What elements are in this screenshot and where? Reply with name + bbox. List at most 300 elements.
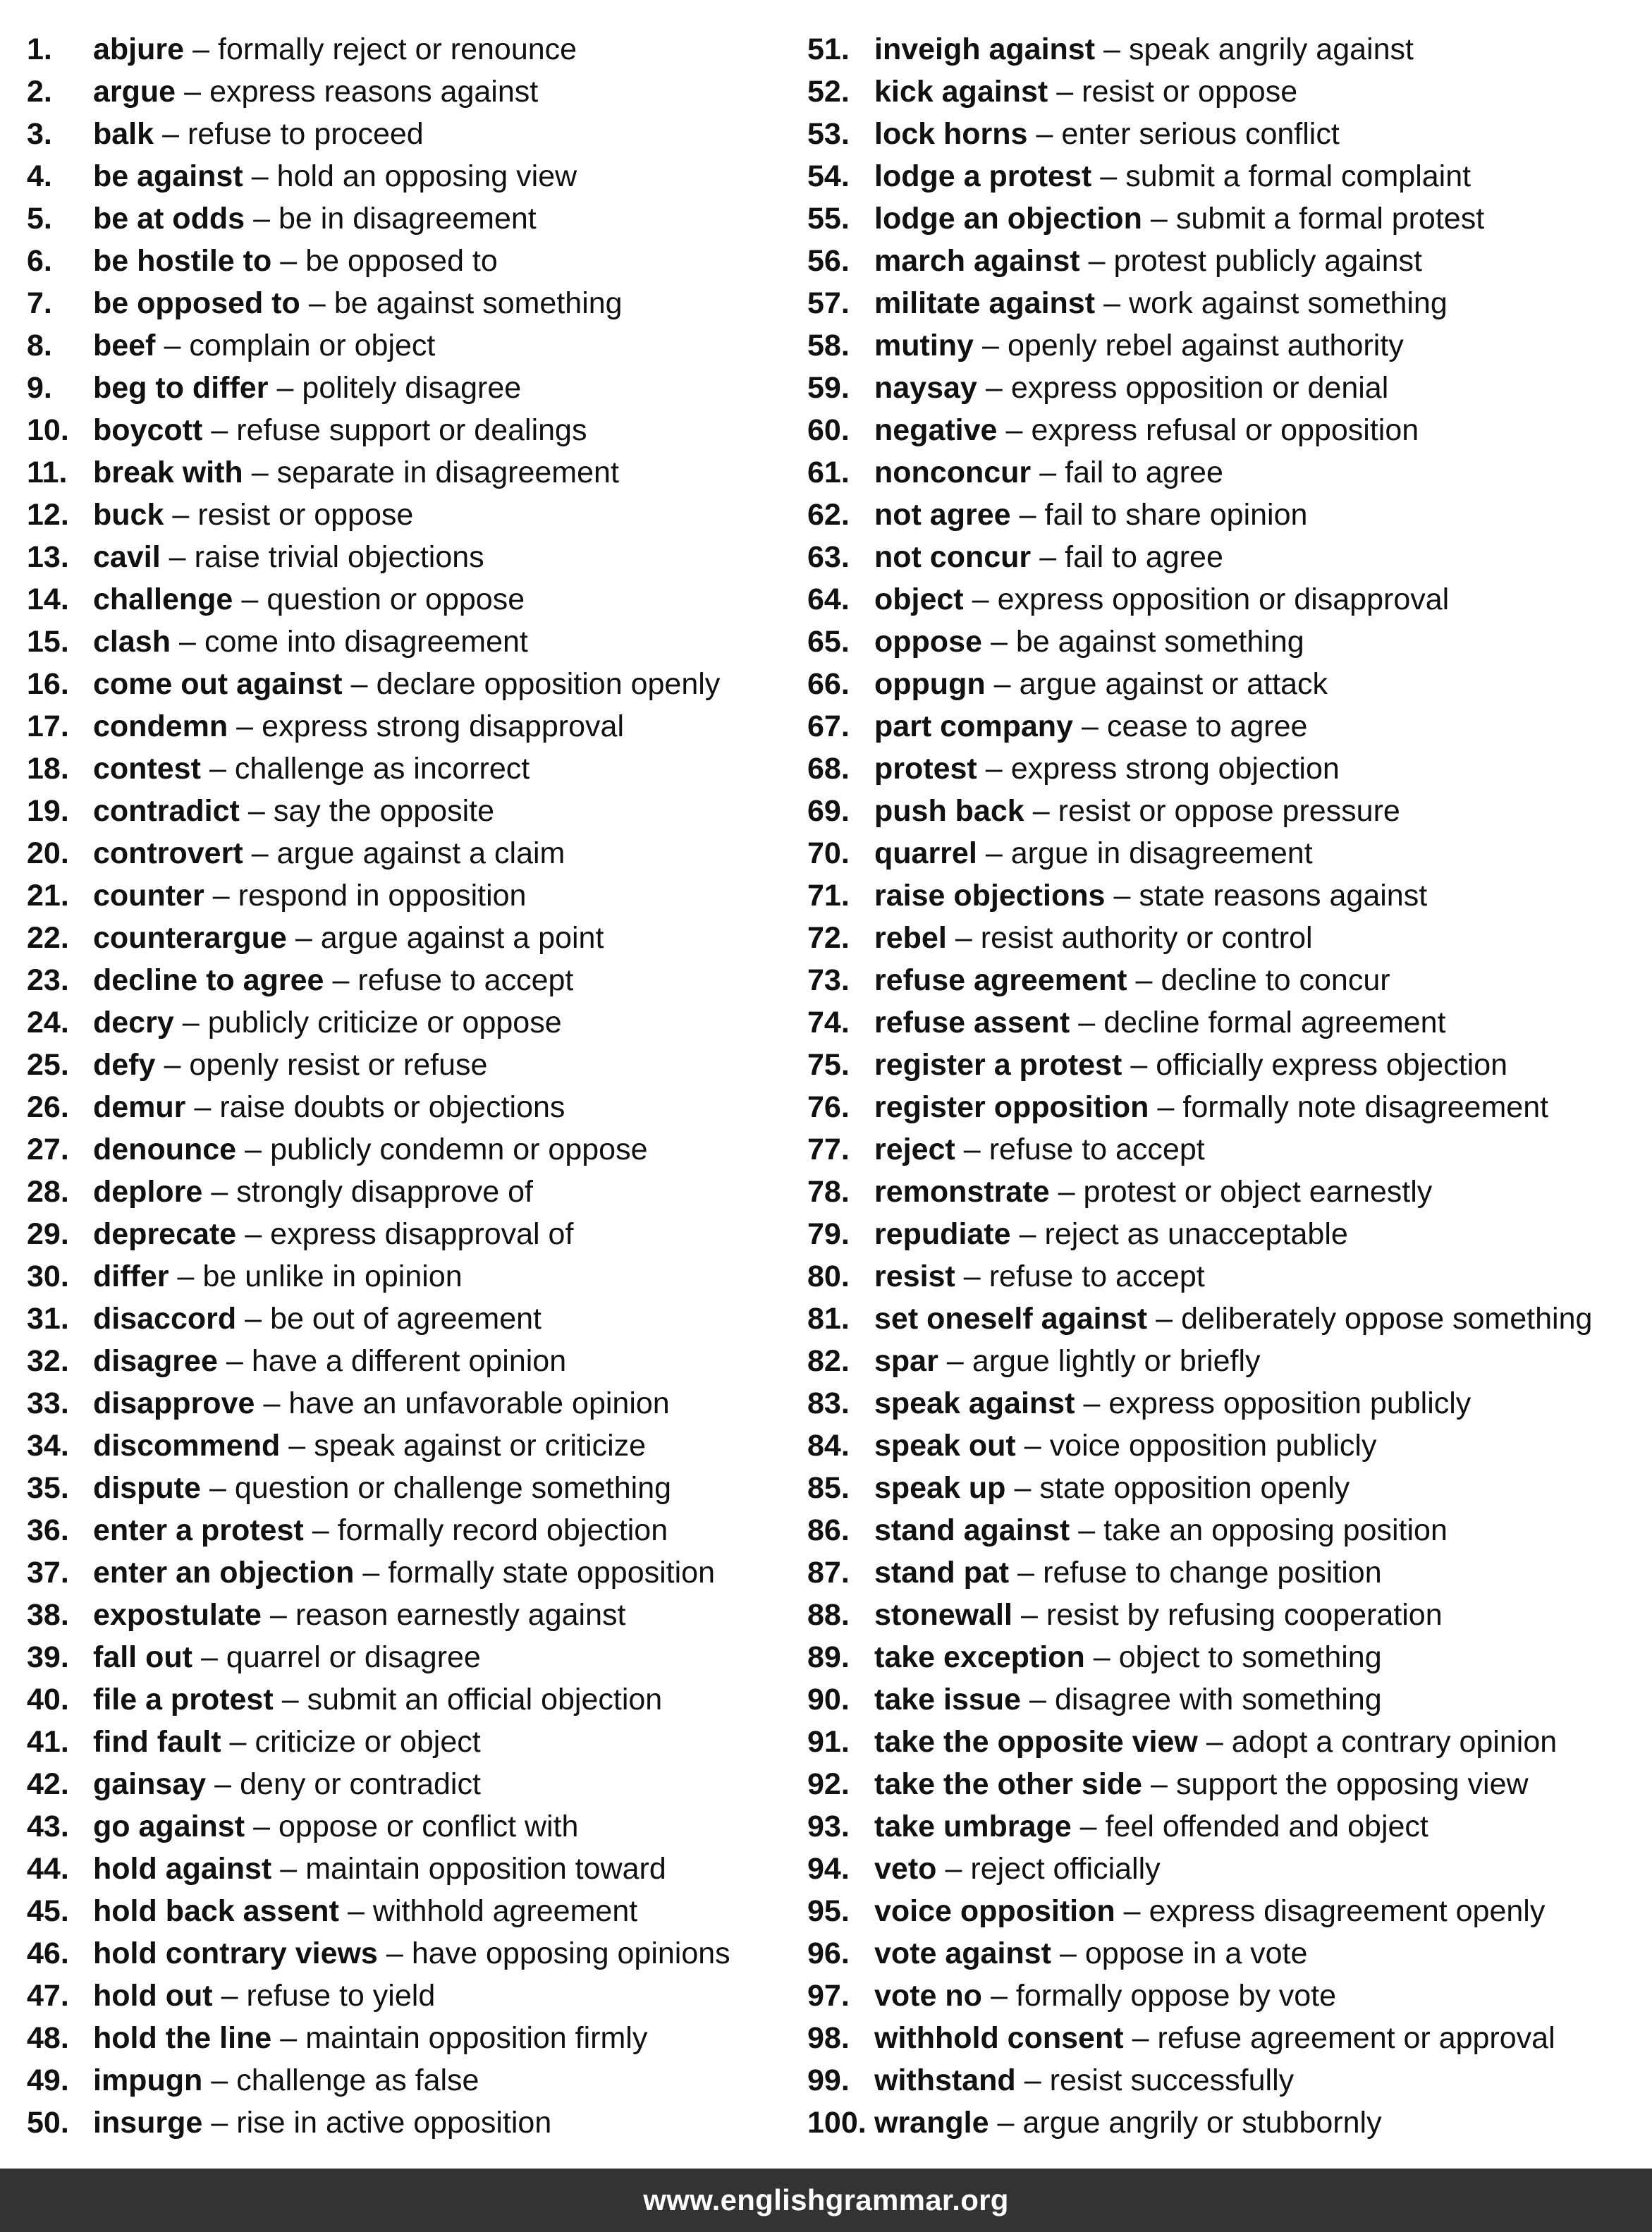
entry-definition: be out of agreement [270, 1302, 542, 1336]
entry-number: 74. [807, 1006, 850, 1039]
list-item [807, 1678, 1646, 1721]
entry-term: stand against [874, 1513, 1070, 1547]
entry-separator: – [295, 921, 312, 955]
entry-definition: openly rebel against authority [1007, 329, 1404, 362]
entry-term: take exception [874, 1640, 1085, 1674]
entry-separator: – [200, 1640, 218, 1674]
list-item [27, 155, 788, 197]
entry-separator: – [221, 1979, 238, 2013]
entry-separator: – [1206, 1725, 1223, 1759]
entry-term: oppose [874, 625, 982, 659]
footer-url: www.englishgrammar.org [643, 2183, 1009, 2216]
list-item [27, 28, 788, 71]
entry-term: stonewall [874, 1598, 1012, 1632]
entry-term: negative [874, 413, 998, 447]
list-item [807, 155, 1646, 197]
entry-term: decry [93, 1006, 174, 1039]
entry-term: militate against [874, 286, 1096, 320]
list-item [27, 451, 788, 494]
entry-separator: – [1005, 413, 1023, 447]
entry-definition: adopt a contrary opinion [1231, 1725, 1558, 1759]
entry-term: inveigh against [874, 32, 1096, 66]
entry-definition: resist by refusing cooperation [1046, 1598, 1443, 1632]
entry-term: beg to differ [93, 371, 269, 405]
list-item [27, 1213, 788, 1255]
entry-separator: – [1039, 540, 1057, 574]
entry-definition: work against something [1129, 286, 1448, 320]
entry-definition: express reasons against [209, 75, 539, 109]
entry-term: cavil [93, 540, 161, 574]
entry-definition: protest or object earnestly [1083, 1175, 1433, 1209]
entry-definition: state opposition openly [1039, 1471, 1350, 1505]
entry-definition: withhold agreement [372, 1894, 638, 1928]
entry-definition: officially express objection [1156, 1048, 1508, 1082]
entry-separator: – [1014, 1471, 1032, 1505]
entry-number: 85. [807, 1471, 850, 1505]
entry-definition: resist or oppose [197, 498, 414, 532]
entry-separator: – [1059, 1937, 1077, 1970]
entry-separator: – [247, 794, 265, 828]
entry-number: 16. [27, 667, 69, 701]
list-item [27, 959, 788, 1001]
entry-definition: disagree with something [1054, 1683, 1382, 1716]
list-item [807, 1128, 1646, 1171]
entry-definition: express opposition or disapproval [997, 583, 1450, 616]
entry-definition: separate in disagreement [276, 456, 619, 489]
list-item [27, 1001, 788, 1044]
entry-separator: – [332, 963, 350, 997]
list-item [27, 748, 788, 790]
entry-separator: – [955, 921, 972, 955]
list-item [807, 2102, 1646, 2144]
entry-definition: have a different opinion [251, 1344, 567, 1378]
entry-term: deprecate [93, 1217, 237, 1251]
list-item [27, 2102, 788, 2144]
list-item [807, 959, 1646, 1001]
entry-definition: say the opposite [273, 794, 495, 828]
list-item [27, 1382, 788, 1425]
entry-definition: strongly disapprove of [236, 1175, 533, 1209]
list-item [27, 494, 788, 536]
entry-definition: refuse to accept [989, 1133, 1205, 1166]
entry-number: 73. [807, 963, 850, 997]
entry-term: hold back assent [93, 1894, 339, 1928]
entry-number: 57. [807, 286, 850, 320]
entry-definition: argue lightly or briefly [972, 1344, 1261, 1378]
list-item [807, 324, 1646, 367]
list-item [27, 1763, 788, 1805]
entry-definition: challenge as incorrect [234, 752, 530, 786]
list-item [807, 113, 1646, 155]
entry-term: dispute [93, 1471, 201, 1505]
entry-separator: – [362, 1556, 380, 1590]
list-item [27, 536, 788, 578]
list-item [807, 1086, 1646, 1128]
entry-separator: – [177, 1260, 195, 1293]
list-item [27, 1298, 788, 1340]
entry-separator: – [1088, 244, 1106, 278]
entry-number: 45. [27, 1894, 69, 1928]
entry-separator: – [1156, 1302, 1173, 1336]
entry-list-right [807, 28, 1646, 2144]
entry-number: 32. [27, 1344, 69, 1378]
entry-number: 83. [807, 1386, 850, 1420]
entry-definition: be against something [334, 286, 623, 320]
entry-separator: – [981, 329, 999, 362]
list-item [807, 1213, 1646, 1255]
entry-definition: resist or oppose pressure [1058, 794, 1400, 828]
entry-separator: – [253, 1810, 270, 1843]
entry-term: wrangle [874, 2106, 989, 2140]
entry-term: contest [93, 752, 201, 786]
entry-number: 51. [807, 32, 850, 66]
list-item [807, 705, 1646, 748]
entry-number: 62. [807, 498, 850, 532]
entry-number: 12. [27, 498, 69, 532]
entry-separator: – [280, 1852, 298, 1886]
entry-term: differ [93, 1260, 169, 1293]
entry-number: 49. [27, 2063, 69, 2097]
entry-number: 64. [807, 583, 850, 616]
entry-separator: – [1019, 1217, 1036, 1251]
entry-term: go against [93, 1810, 245, 1843]
entry-separator: – [251, 456, 269, 489]
entry-number: 3. [27, 117, 52, 151]
entry-term: kick against [874, 75, 1048, 109]
entry-definition: maintain opposition toward [305, 1852, 666, 1886]
entry-definition: be in disagreement [279, 202, 537, 236]
entry-term: clash [93, 625, 171, 659]
list-item [27, 2059, 788, 2102]
list-item [27, 1255, 788, 1298]
entry-number: 13. [27, 540, 69, 574]
entry-definition: maintain opposition firmly [305, 2021, 648, 2055]
entry-separator: – [386, 1937, 403, 1970]
entry-term: register opposition [874, 1090, 1149, 1124]
entry-number: 72. [807, 921, 850, 955]
list-item [27, 197, 788, 240]
list-item [27, 113, 788, 155]
entry-term: contradict [93, 794, 240, 828]
entry-separator: – [164, 329, 181, 362]
entry-term: push back [874, 794, 1024, 828]
entry-separator: – [179, 625, 196, 659]
list-item [807, 1890, 1646, 1932]
entry-definition: decline to concur [1161, 963, 1390, 997]
list-item [807, 1298, 1646, 1340]
entry-separator: – [972, 583, 989, 616]
entry-definition: argue against or attack [1019, 667, 1328, 701]
list-item [807, 1848, 1646, 1890]
entry-number: 66. [807, 667, 850, 701]
entry-term: buck [93, 498, 164, 532]
list-item [27, 71, 788, 113]
entry-number: 39. [27, 1640, 69, 1674]
list-item [27, 1128, 788, 1171]
entry-number: 55. [807, 202, 850, 236]
list-item [807, 536, 1646, 578]
entry-term: speak against [874, 1386, 1075, 1420]
entry-number: 95. [807, 1894, 850, 1928]
entry-number: 94. [807, 1852, 850, 1886]
list-item [27, 578, 788, 621]
entry-separator: – [253, 202, 270, 236]
entry-definition: argue against a claim [276, 836, 565, 870]
entry-separator: – [1130, 1048, 1148, 1082]
entry-term: take the opposite view [874, 1725, 1198, 1759]
entry-definition: voice opposition publicly [1049, 1429, 1377, 1463]
entry-number: 5. [27, 202, 52, 236]
entry-number: 87. [807, 1556, 850, 1590]
entry-definition: argue angrily or stubbornly [1022, 2106, 1382, 2140]
entry-definition: publicly condemn or oppose [270, 1133, 648, 1166]
entry-definition: refuse to proceed [188, 117, 424, 151]
entry-number: 37. [27, 1556, 69, 1590]
entry-term: disaccord [93, 1302, 237, 1336]
entry-definition: support the opposing view [1175, 1767, 1529, 1801]
entry-definition: raise trivial objections [194, 540, 484, 574]
entry-definition: express strong disapproval [262, 709, 625, 743]
entry-term: file a protest [93, 1683, 274, 1716]
list-item [27, 2017, 788, 2059]
entry-term: refuse agreement [874, 963, 1127, 997]
entry-separator: – [1039, 456, 1057, 489]
entry-term: rebel [874, 921, 947, 955]
list-item [807, 1932, 1646, 1975]
entry-separator: – [1036, 117, 1053, 151]
entry-definition: resist or oppose [1082, 75, 1298, 109]
entry-number: 44. [27, 1852, 69, 1886]
entry-definition: publicly criticize or oppose [207, 1006, 562, 1039]
list-item [27, 240, 788, 282]
list-item [27, 1551, 788, 1594]
entry-term: argue [93, 75, 176, 109]
entry-definition: formally oppose by vote [1015, 1979, 1337, 2013]
list-item [807, 367, 1646, 409]
entry-number: 1. [27, 32, 52, 66]
entry-separator: – [990, 625, 1008, 659]
entry-number: 19. [27, 794, 69, 828]
entry-separator: – [1103, 286, 1120, 320]
list-item [807, 240, 1646, 282]
entry-separator: – [245, 1302, 262, 1336]
entry-term: boycott [93, 413, 203, 447]
entry-term: take the other side [874, 1767, 1142, 1801]
entry-definition: formally record objection [337, 1513, 668, 1547]
list-item [807, 1001, 1646, 1044]
entry-definition: express refusal or opposition [1031, 413, 1419, 447]
list-item [807, 282, 1646, 324]
entry-separator: – [997, 2106, 1015, 2140]
list-item [27, 409, 788, 451]
entry-separator: – [211, 2063, 228, 2097]
entry-number: 10. [27, 413, 69, 447]
entry-separator: – [1029, 1683, 1046, 1716]
entry-number: 9. [27, 371, 52, 405]
entry-number: 59. [807, 371, 850, 405]
entry-term: hold the line [93, 2021, 272, 2055]
entry-term: challenge [93, 583, 233, 616]
entry-term: hold against [93, 1852, 272, 1886]
list-item [807, 1255, 1646, 1298]
entry-term: march against [874, 244, 1080, 278]
entry-definition: reject officially [970, 1852, 1161, 1886]
entry-separator: – [1078, 1513, 1096, 1547]
entry-term: decline to agree [93, 963, 324, 997]
entry-term: speak out [874, 1429, 1016, 1463]
entry-definition: take an opposing position [1103, 1513, 1448, 1547]
entry-term: demur [93, 1090, 186, 1124]
entry-term: naysay [874, 371, 977, 405]
entry-term: reject [874, 1133, 955, 1166]
entry-definition: argue in disagreement [1010, 836, 1313, 870]
entry-term: repudiate [874, 1217, 1011, 1251]
entry-separator: – [946, 1344, 964, 1378]
entry-separator: – [308, 286, 326, 320]
entry-number: 91. [807, 1725, 850, 1759]
entry-term: lodge an objection [874, 202, 1142, 236]
entry-number: 26. [27, 1090, 69, 1124]
entry-number: 52. [807, 75, 850, 109]
list-item [807, 1382, 1646, 1425]
entry-term: counter [93, 879, 204, 913]
entry-term: discommend [93, 1429, 281, 1463]
entry-term: expostulate [93, 1598, 262, 1632]
footer-bar [0, 2169, 1652, 2232]
entry-term: set oneself against [874, 1302, 1148, 1336]
entry-separator: – [211, 1175, 228, 1209]
list-item [27, 790, 788, 832]
list-item [27, 1044, 788, 1086]
list-item [27, 1890, 788, 1932]
list-item [27, 1932, 788, 1975]
entry-term: be opposed to [93, 286, 300, 320]
entry-number: 33. [27, 1386, 69, 1420]
list-item [807, 1763, 1646, 1805]
entry-number: 70. [807, 836, 850, 870]
entry-term: fall out [93, 1640, 192, 1674]
entry-separator: – [270, 1598, 287, 1632]
entry-separator: – [281, 1683, 299, 1716]
entry-separator: – [276, 371, 294, 405]
entry-definition: challenge as false [236, 2063, 479, 2097]
entry-separator: – [347, 1894, 365, 1928]
entry-separator: – [985, 752, 1003, 786]
entry-term: be against [93, 159, 243, 193]
entry-definition: criticize or object [255, 1725, 481, 1759]
entry-term: take umbrage [874, 1810, 1072, 1843]
entry-separator: – [211, 413, 228, 447]
entry-number: 31. [27, 1302, 69, 1336]
list-item [807, 1171, 1646, 1213]
entry-number: 29. [27, 1217, 69, 1251]
list-item [807, 1551, 1646, 1594]
entry-separator: – [1100, 159, 1118, 193]
list-item [27, 282, 788, 324]
list-item [807, 1509, 1646, 1551]
list-item [27, 324, 788, 367]
entry-definition: deliberately oppose something [1181, 1302, 1593, 1336]
entry-definition: express strong objection [1010, 752, 1340, 786]
entry-number: 30. [27, 1260, 69, 1293]
entry-separator: – [1083, 1386, 1101, 1420]
entry-definition: deny or contradict [240, 1767, 481, 1801]
entry-term: speak up [874, 1471, 1006, 1505]
entry-number: 99. [807, 2063, 850, 2097]
entry-number: 18. [27, 752, 69, 786]
entry-term: come out against [93, 667, 343, 701]
entry-definition: question or challenge something [234, 1471, 672, 1505]
list-item [27, 1086, 788, 1128]
entry-number: 67. [807, 709, 850, 743]
entry-separator: – [184, 75, 202, 109]
entry-number: 75. [807, 1048, 850, 1082]
entry-definition: have an unfavorable opinion [288, 1386, 670, 1420]
list-item [807, 663, 1646, 705]
list-item [807, 1721, 1646, 1763]
entry-separator: – [1078, 1006, 1096, 1039]
entry-definition: express disagreement openly [1149, 1894, 1546, 1928]
entry-number: 69. [807, 794, 850, 828]
entry-definition: reject as unacceptable [1044, 1217, 1348, 1251]
entry-number: 82. [807, 1344, 850, 1378]
entry-definition: openly resist or refuse [189, 1048, 488, 1082]
list-item [807, 28, 1646, 71]
entry-separator: – [280, 2021, 298, 2055]
entry-definition: refuse to change position [1043, 1556, 1382, 1590]
entry-number: 77. [807, 1133, 850, 1166]
entry-definition: cease to agree [1106, 709, 1308, 743]
entry-term: controvert [93, 836, 243, 870]
entry-separator: – [236, 709, 254, 743]
entry-separator: – [245, 1217, 262, 1251]
list-item [807, 451, 1646, 494]
entry-term: hold out [93, 1979, 213, 2013]
entry-term: withstand [874, 2063, 1016, 2097]
list-item [27, 1467, 788, 1509]
entry-number: 43. [27, 1810, 69, 1843]
entry-number: 58. [807, 329, 850, 362]
entry-term: disapprove [93, 1386, 255, 1420]
entry-term: find fault [93, 1725, 221, 1759]
entry-separator: – [1032, 794, 1050, 828]
entry-separator: – [1024, 2063, 1041, 2097]
entry-number: 36. [27, 1513, 69, 1547]
entry-term: insurge [93, 2106, 203, 2140]
entry-term: voice opposition [874, 1894, 1115, 1928]
entry-definition: complain or object [189, 329, 436, 362]
entry-term: be hostile to [93, 244, 272, 278]
list-item [807, 917, 1646, 959]
entry-definition: refuse to accept [357, 963, 574, 997]
entry-separator: – [1020, 1598, 1038, 1632]
entry-definition: submit an official objection [307, 1683, 663, 1716]
entry-separator: – [312, 1513, 329, 1547]
entry-number: 92. [807, 1767, 850, 1801]
entry-number: 71. [807, 879, 850, 913]
list-item [27, 832, 788, 874]
entry-definition: rise in active opposition [236, 2106, 552, 2140]
entry-separator: – [985, 371, 1003, 405]
entry-definition: hold an opposing view [276, 159, 577, 193]
list-item [27, 367, 788, 409]
entry-separator: – [1157, 1090, 1175, 1124]
entry-separator: – [212, 879, 230, 913]
entry-number: 4. [27, 159, 52, 193]
entry-number: 41. [27, 1725, 69, 1759]
entry-definition: respond in opposition [238, 879, 527, 913]
entry-term: impugn [93, 2063, 203, 2097]
